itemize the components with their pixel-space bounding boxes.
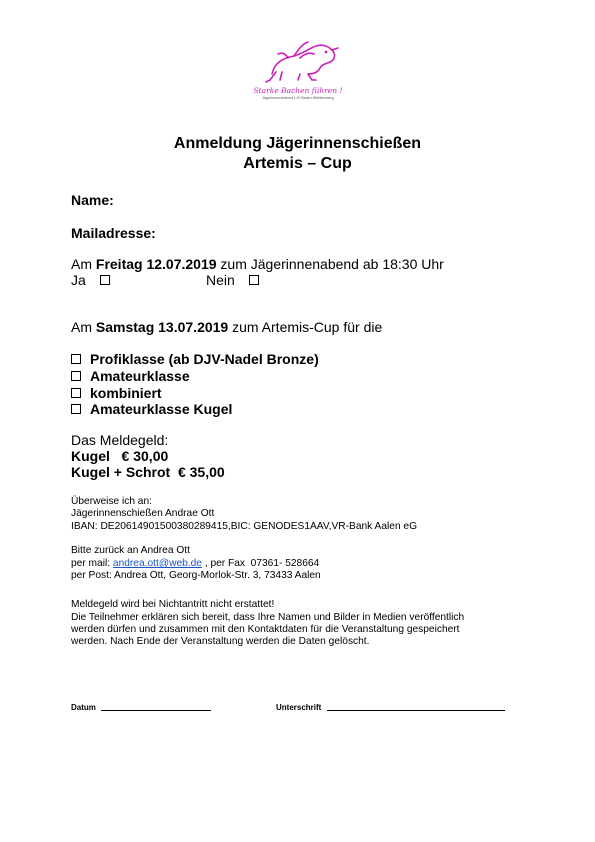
class-label: Amateurklasse Kugel: [90, 401, 233, 417]
mail-label: Mailadresse:: [71, 225, 156, 241]
fee-kugel-schrot: Kugel + Schrot € 35,00: [71, 464, 225, 480]
class-option-profi[interactable]: [71, 351, 319, 367]
class-checkbox[interactable]: [71, 388, 81, 398]
no-label: Nein: [206, 272, 235, 288]
class-option-amateur-kugel[interactable]: [71, 401, 232, 417]
fax-text: , per Fax 07361- 528664: [201, 558, 320, 569]
date-label: Datum: [71, 703, 96, 712]
date-field[interactable]: [71, 703, 211, 712]
no-checkbox[interactable]: [249, 275, 259, 285]
class-label: kombiniert: [90, 385, 162, 401]
email-link[interactable]: andrea.ott@web.de: [112, 558, 202, 569]
name-label: Name:: [71, 192, 114, 208]
class-label: Amateurklasse: [90, 368, 190, 384]
class-checkbox[interactable]: [71, 354, 81, 364]
notice-consent-3: werden. Nach Ende der Veranstaltung werden die Daten gelöscht.: [71, 636, 370, 647]
cup-prefix: Am: [71, 319, 96, 335]
signature-field[interactable]: [276, 703, 505, 712]
fee-kugel: Kugel € 30,00: [71, 448, 169, 464]
class-option-combined[interactable]: [71, 385, 162, 401]
contact-intro: Bitte zurück an Andrea Ott: [71, 545, 190, 556]
yes-checkbox[interactable]: [100, 275, 110, 285]
evening-suffix: zum Jägerinnenabend ab 18:30 Uhr: [216, 256, 444, 272]
cup-line: [71, 319, 382, 335]
evening-yes-option[interactable]: [71, 272, 110, 288]
class-checkbox[interactable]: [71, 404, 81, 414]
notice-refund: Meldegeld wird bei Nichtantritt nicht erstattet!: [71, 599, 275, 610]
cup-suffix: zum Artemis-Cup für die: [228, 319, 383, 335]
logo-slogan: Starke Bachen führen !: [253, 86, 343, 95]
bank-intro: Überweise ich an:: [71, 496, 152, 507]
class-option-amateur[interactable]: [71, 368, 190, 384]
class-label: Profiklasse (ab DJV-Nadel Bronze): [90, 351, 319, 367]
mail-prefix: per mail:: [71, 558, 113, 569]
notice-consent-2: werden dürfen und zusammen mit den Kontaktdaten für die Veranstaltung gespeichert: [71, 624, 460, 635]
cup-date: Samstag 13.07.2019: [95, 319, 229, 335]
logo-subtext: Jägerinnenverbund LJV Baden-Württemberg: [262, 96, 334, 100]
evening-prefix: Am: [71, 256, 96, 272]
notice-consent-1: Die Teilnehmer erklären sich bereit, dass Ihre Namen und Bilder in Medien veröffentlich: [71, 612, 465, 623]
yes-label: Ja: [71, 272, 86, 288]
evening-no-option[interactable]: [206, 272, 259, 288]
evening-date: Freitag 12.07.2019: [95, 256, 217, 272]
signature-line[interactable]: [327, 710, 505, 711]
contact-mail-fax: [71, 558, 319, 571]
contact-post: per Post: Andrea Ott, Georg-Morlok-Str. 3, 73433 Aalen: [71, 570, 321, 581]
evening-line: [71, 256, 444, 272]
bank-iban: IBAN: DE20614901500380289415,BIC: GENODES1AAV,VR-Bank Aalen eG: [71, 521, 418, 532]
signature-label: Unterschrift: [276, 703, 322, 712]
fee-label: Das Meldegeld:: [71, 432, 169, 448]
page-subtitle: Artemis – Cup: [243, 155, 352, 172]
class-checkbox[interactable]: [71, 371, 81, 381]
date-line[interactable]: [101, 710, 211, 711]
page-title: Anmeldung Jägerinnenschießen: [173, 135, 422, 152]
bank-recipient: Jägerinnenschießen Andrae Ott: [71, 508, 215, 519]
